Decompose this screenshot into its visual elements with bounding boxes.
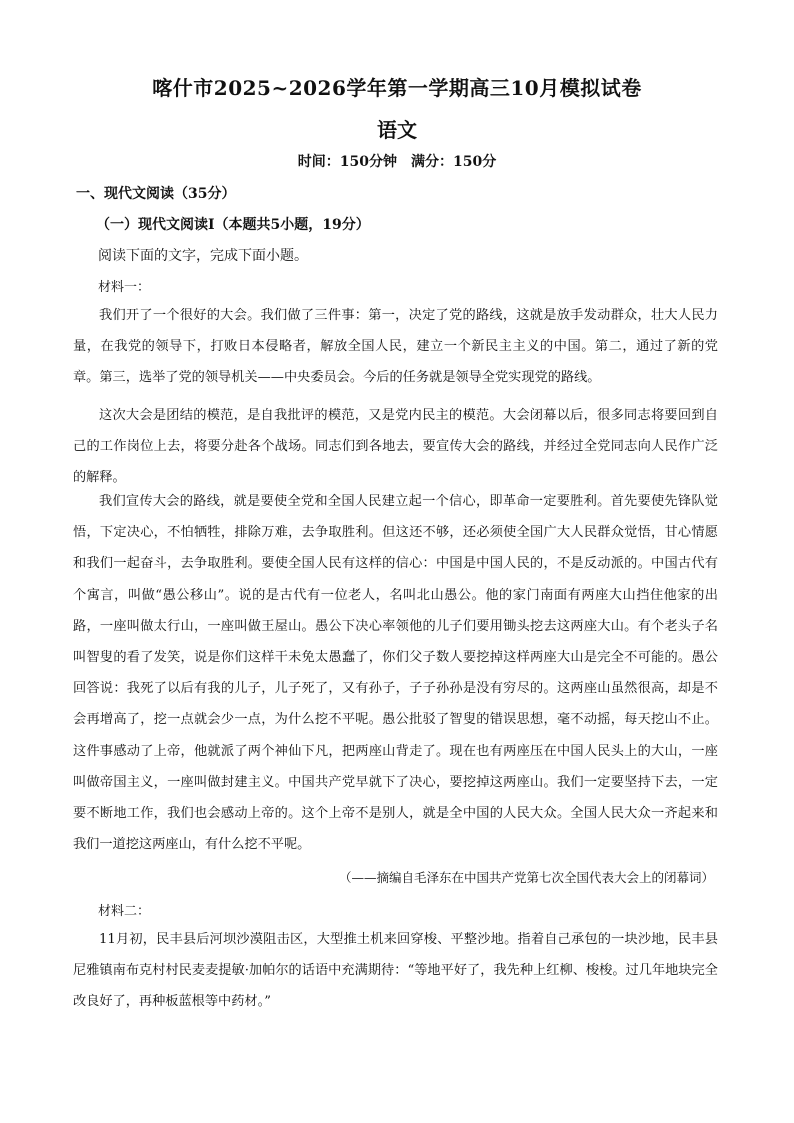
- subsection-heading: （一）现代文阅读Ⅰ（本题共5小题，19分）: [96, 217, 370, 233]
- material-one-paragraph: 我们宣传大会的路线，就是要使全党和全国人民建立起一个信心，即革命一定要胜利。首先要使先锋队觉悟，下定决心，不怕牺牲，排除万难，去争取胜利。但这还不够，还必须使全国广大人民群众觉悟，甘心情愿和我们一起奋斗，去争取胜利。要使全国人民有这样的信心：中国是中国人民的，不是反动派的。中国古代有个寓言，叫做“愚公移山”。说的是古代有一位老人，名叫北山愚公。他的家门南面有两座大山挡住他家的出路，一座叫做太行山，一座叫做王屋山。愚公下决心率领他的儿子们要用锄头挖去这两座大山。有个老头子名叫智叟的看了发笑，说是你们这样干未免太愚蠢了，你们父子数人要挖掉这样两座大山是完全不可能的。愚公回答说：我死了以后有我的儿子，儿子死了，又有孙子，子子孙孙是没有穷尽的。这两座山虽然很高，却是不会再增高了，挖一点就会少一点，为什么挖不平呢。愚公批驳了智叟的错误思想，毫不动摇，每天挖山不止。这件事感动了上帝，他就派了两个神仙下凡，把两座山背走了。现在也有两座压在中国人民头上的大山，一座叫做帝国主义，一座叫做封建主义。中国共产党早就下了决心，要挖掉这两座山。我们一定要坚持下去，一定要不断地工作，我们也会感动上帝的。这个上帝不是别人，就是全中国的人民大众。全国人民大众一齐起来和我们一道挖这两座山，有什么挖不平呢。: [73, 494, 718, 853]
- exam-meta: [0, 151, 794, 171]
- reading-instruction: 阅读下面的文字，完成下面小题。: [98, 248, 308, 264]
- subject-title: 语文: [377, 118, 417, 142]
- material-one-paragraph: 这次大会是团结的模范，是自我批评的模范，又是党内民主的模范。大会闭幕以后，很多同志将要回到自己的工作岗位上去，将要分赴各个战场。同志们到各地去，要宣传大会的路线，并经过全党同志向人民作广泛的解释。: [73, 408, 718, 486]
- material-one-label: 材料一：: [98, 280, 151, 295]
- exam-time: 时间：150分钟: [297, 154, 397, 170]
- material-one-source: （——摘编自毛泽东在中国共产党第七次全国代表大会上的闭幕词）: [338, 870, 714, 885]
- material-one-paragraph: 我们开了一个很好的大会。我们做了三件事：第一，决定了党的路线，这就是放手发动群众，壮大人民力量，在我党的领导下，打败日本侵略者，解放全国人民，建立一个新民主主义的中国。第二，通过了新的党章。第三，选举了党的领导机关——中央委员会。今后的任务就是领导全党实现党的路线。: [73, 308, 718, 386]
- material-two-paragraph: 11月初，民丰县后河坝沙漠阻击区，大型推土机来回穿梭、平整沙地。指着自己承包的一块沙地，民丰县尼雅镇南布克村村民麦麦提敏·加帕尔的话语中充满期待：“等地平好了，我先种上红柳、梭梭。过几年地块完全改良好了，再种板蓝根等中药材。”: [73, 932, 718, 1010]
- material-two-label: 材料二：: [98, 904, 151, 919]
- section-heading: 一、现代文阅读（35分）: [76, 186, 236, 202]
- exam-score: 满分：150分: [411, 154, 497, 170]
- exam-title: 喀什市2025~2026学年第一学期高三10月模拟试卷: [152, 76, 642, 100]
